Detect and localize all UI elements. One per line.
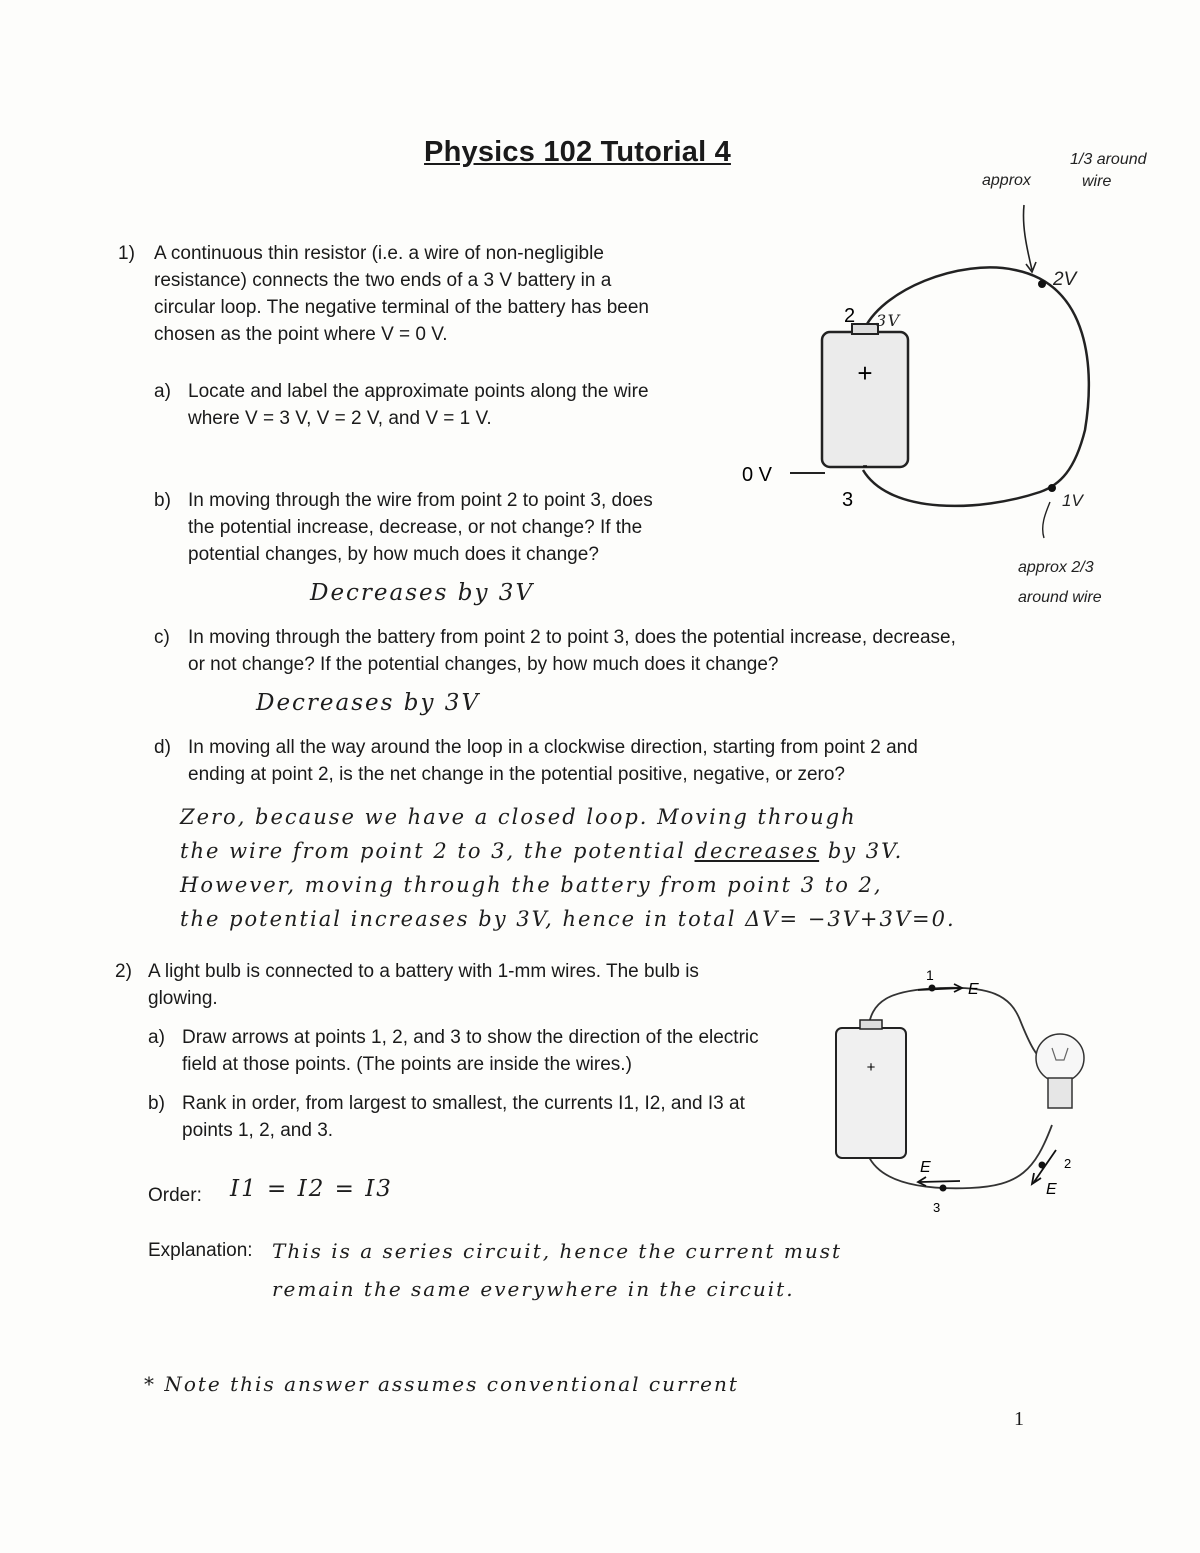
q2-point-3	[940, 1185, 947, 1192]
q2a-label: a)	[148, 1027, 165, 1048]
top-approx-note: approx	[982, 172, 1031, 189]
battery-terminal	[852, 324, 878, 334]
q2-point-2-label: 2	[1064, 1156, 1072, 1171]
q1c-text: In moving through the battery from point 2 to point 3, does the potential increase, decrease, or not change? If the potential changes, by how much does it change?	[188, 627, 956, 675]
bulb-base	[1048, 1078, 1072, 1108]
q1d-answer: Zero, because we have a closed loop. Moving through the wire from point 2 to 3, the potential decreases by 3V. However, moving through the battery from point 3 to 2, the potential increases by 3V, hence in total ΔV= −3V+3V=0.	[180, 805, 956, 931]
q1d-text: In moving all the way around the loop in a clockwise direction, starting from point 2 and ending at point 2, is the net change in the potential positive, negative, or zero?	[188, 737, 918, 785]
battery	[822, 332, 908, 467]
v2-point	[1038, 280, 1046, 288]
top-note-arrow	[1023, 205, 1032, 270]
q1b-label: b)	[154, 490, 171, 511]
q2a-text: Draw arrows at points 1, 2, and 3 to show the direction of the electric field at those points. (The points are inside the wires.)	[182, 1027, 759, 1075]
q2-point-1	[929, 985, 936, 992]
q1a-text: Locate and label the approximate points along the wire where V = 3 V, V = 2 V, and V = 1 V.	[188, 381, 649, 429]
explanation-label: Explanation:	[148, 1240, 253, 1261]
q1d-label: d)	[154, 737, 171, 758]
q1b-text: In moving through the wire from point 2 to point 3, does the potential increase, decrease, or not change? If the potential changes, by how much does it change?	[188, 490, 653, 565]
zero-volt-label: 0 V	[742, 464, 773, 486]
q2-point-3-label: 3	[933, 1200, 941, 1215]
v3-note: 3V	[876, 311, 901, 330]
order-answer: I1 = I2 = I3	[230, 1176, 393, 1202]
v2-note: 2V	[1053, 269, 1077, 290]
battery-2-terminal	[860, 1020, 882, 1029]
q2-circuit-diagram	[820, 960, 1100, 1220]
q2b-text: Rank in order, from largest to smallest, the currents I1, I2, and I3 at points 1, 2, and 3.	[182, 1093, 745, 1141]
q1-text: A continuous thin resistor (i.e. a wire of non-negligible resistance) connects the two ends of a 3 V battery in a circular loop. The negative terminal of the battery has been chosen as the point where V = 0 V.	[154, 243, 649, 345]
battery-plus: +	[857, 358, 873, 388]
q1-circuit-diagram	[730, 140, 1190, 620]
bulb-glass	[1036, 1034, 1084, 1082]
footnote: * Note this answer assumes conventional current	[144, 1372, 739, 1396]
point-3-label: 3	[842, 489, 854, 511]
v1-point	[1048, 484, 1056, 492]
top-third-note: 1/3 around	[1070, 151, 1147, 168]
field-label-2: E	[1046, 1181, 1057, 1198]
battery-minus: -	[862, 457, 868, 474]
field-arrow-2	[1032, 1150, 1056, 1184]
q2-text: A light bulb is connected to a battery with 1-mm wires. The bulb is glowing.	[148, 961, 699, 1009]
field-label-1: E	[968, 981, 979, 998]
q1b-answer: Decreases by 3V	[310, 580, 535, 606]
order-label: Order:	[148, 1185, 202, 1206]
field-label-3: E	[920, 1159, 931, 1176]
q1c-answer: Decreases by 3V	[256, 690, 481, 716]
point-2-label: 2	[844, 305, 856, 327]
page-number: 1	[1014, 1408, 1024, 1430]
page-title: Physics 102 Tutorial 4	[424, 136, 731, 168]
bottom-approx-note: approx 2/3	[1018, 559, 1094, 576]
battery-2	[836, 1028, 906, 1158]
q2b-label: b)	[148, 1093, 165, 1114]
q1-number: 1)	[118, 243, 135, 264]
explanation-answer: This is a series circuit, hence the current must remain the same everywhere in the circuit.	[272, 1239, 843, 1301]
bottom-wire-note: around wire	[1018, 589, 1102, 606]
v1-note: 1V	[1062, 491, 1083, 510]
q2-point-1-label: 1	[926, 967, 934, 983]
top-wire-note: wire	[1082, 173, 1112, 190]
q2-number: 2)	[115, 961, 132, 982]
battery-2-plus: +	[866, 1059, 876, 1076]
bottom-note-arrow	[1043, 502, 1050, 538]
field-arrow-3	[918, 1177, 960, 1186]
q1c-label: c)	[154, 627, 170, 648]
q1a-label: a)	[154, 381, 171, 402]
